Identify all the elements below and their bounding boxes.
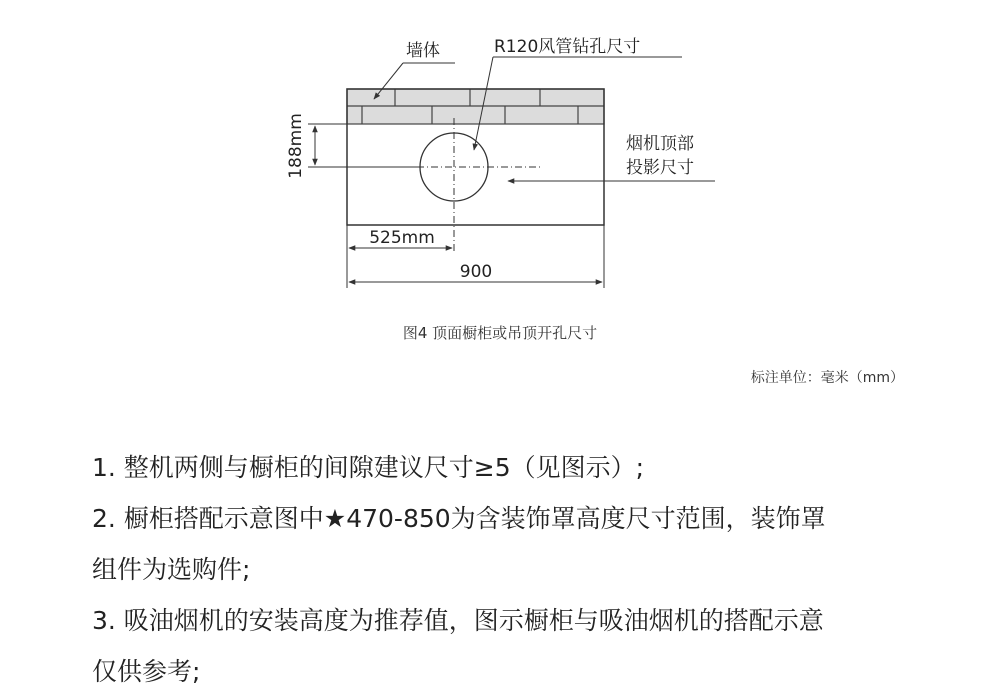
note-line: 仅供参考; — [92, 657, 201, 686]
projection-label-line1: 烟机顶部 — [626, 134, 694, 154]
offset-dimension-label: 525mm — [369, 228, 435, 248]
hole-label: R120风管钻孔尺寸 — [494, 37, 641, 57]
depth-dimension — [308, 124, 420, 167]
depth-dimension-label: 188mm — [286, 113, 306, 179]
note-line: 3. 吸油烟机的安装高度为推荐值，图示橱柜与吸油烟机的搭配示意 — [92, 606, 824, 635]
width-dimension-label: 900 — [459, 262, 493, 282]
wall-label: 墙体 — [406, 41, 440, 61]
unit-note: 标注单位：毫米（mm） — [750, 370, 904, 386]
projection-label-line2: 投影尺寸 — [626, 158, 694, 178]
figure-caption: 图4 顶面橱柜或吊顶开孔尺寸 — [402, 324, 598, 342]
notes-list — [92, 442, 952, 697]
wall-bricks — [347, 89, 604, 124]
note-line: 组件为选购件; — [92, 555, 251, 584]
note-line: 2. 橱柜搭配示意图中★470-850为含装饰罩高度尺寸范围，装饰罩 — [92, 504, 826, 533]
hole-dimension-diagram — [0, 0, 1000, 330]
note-line: 1. 整机两侧与橱柜的间隙建议尺寸≥5（见图示）; — [92, 453, 645, 482]
